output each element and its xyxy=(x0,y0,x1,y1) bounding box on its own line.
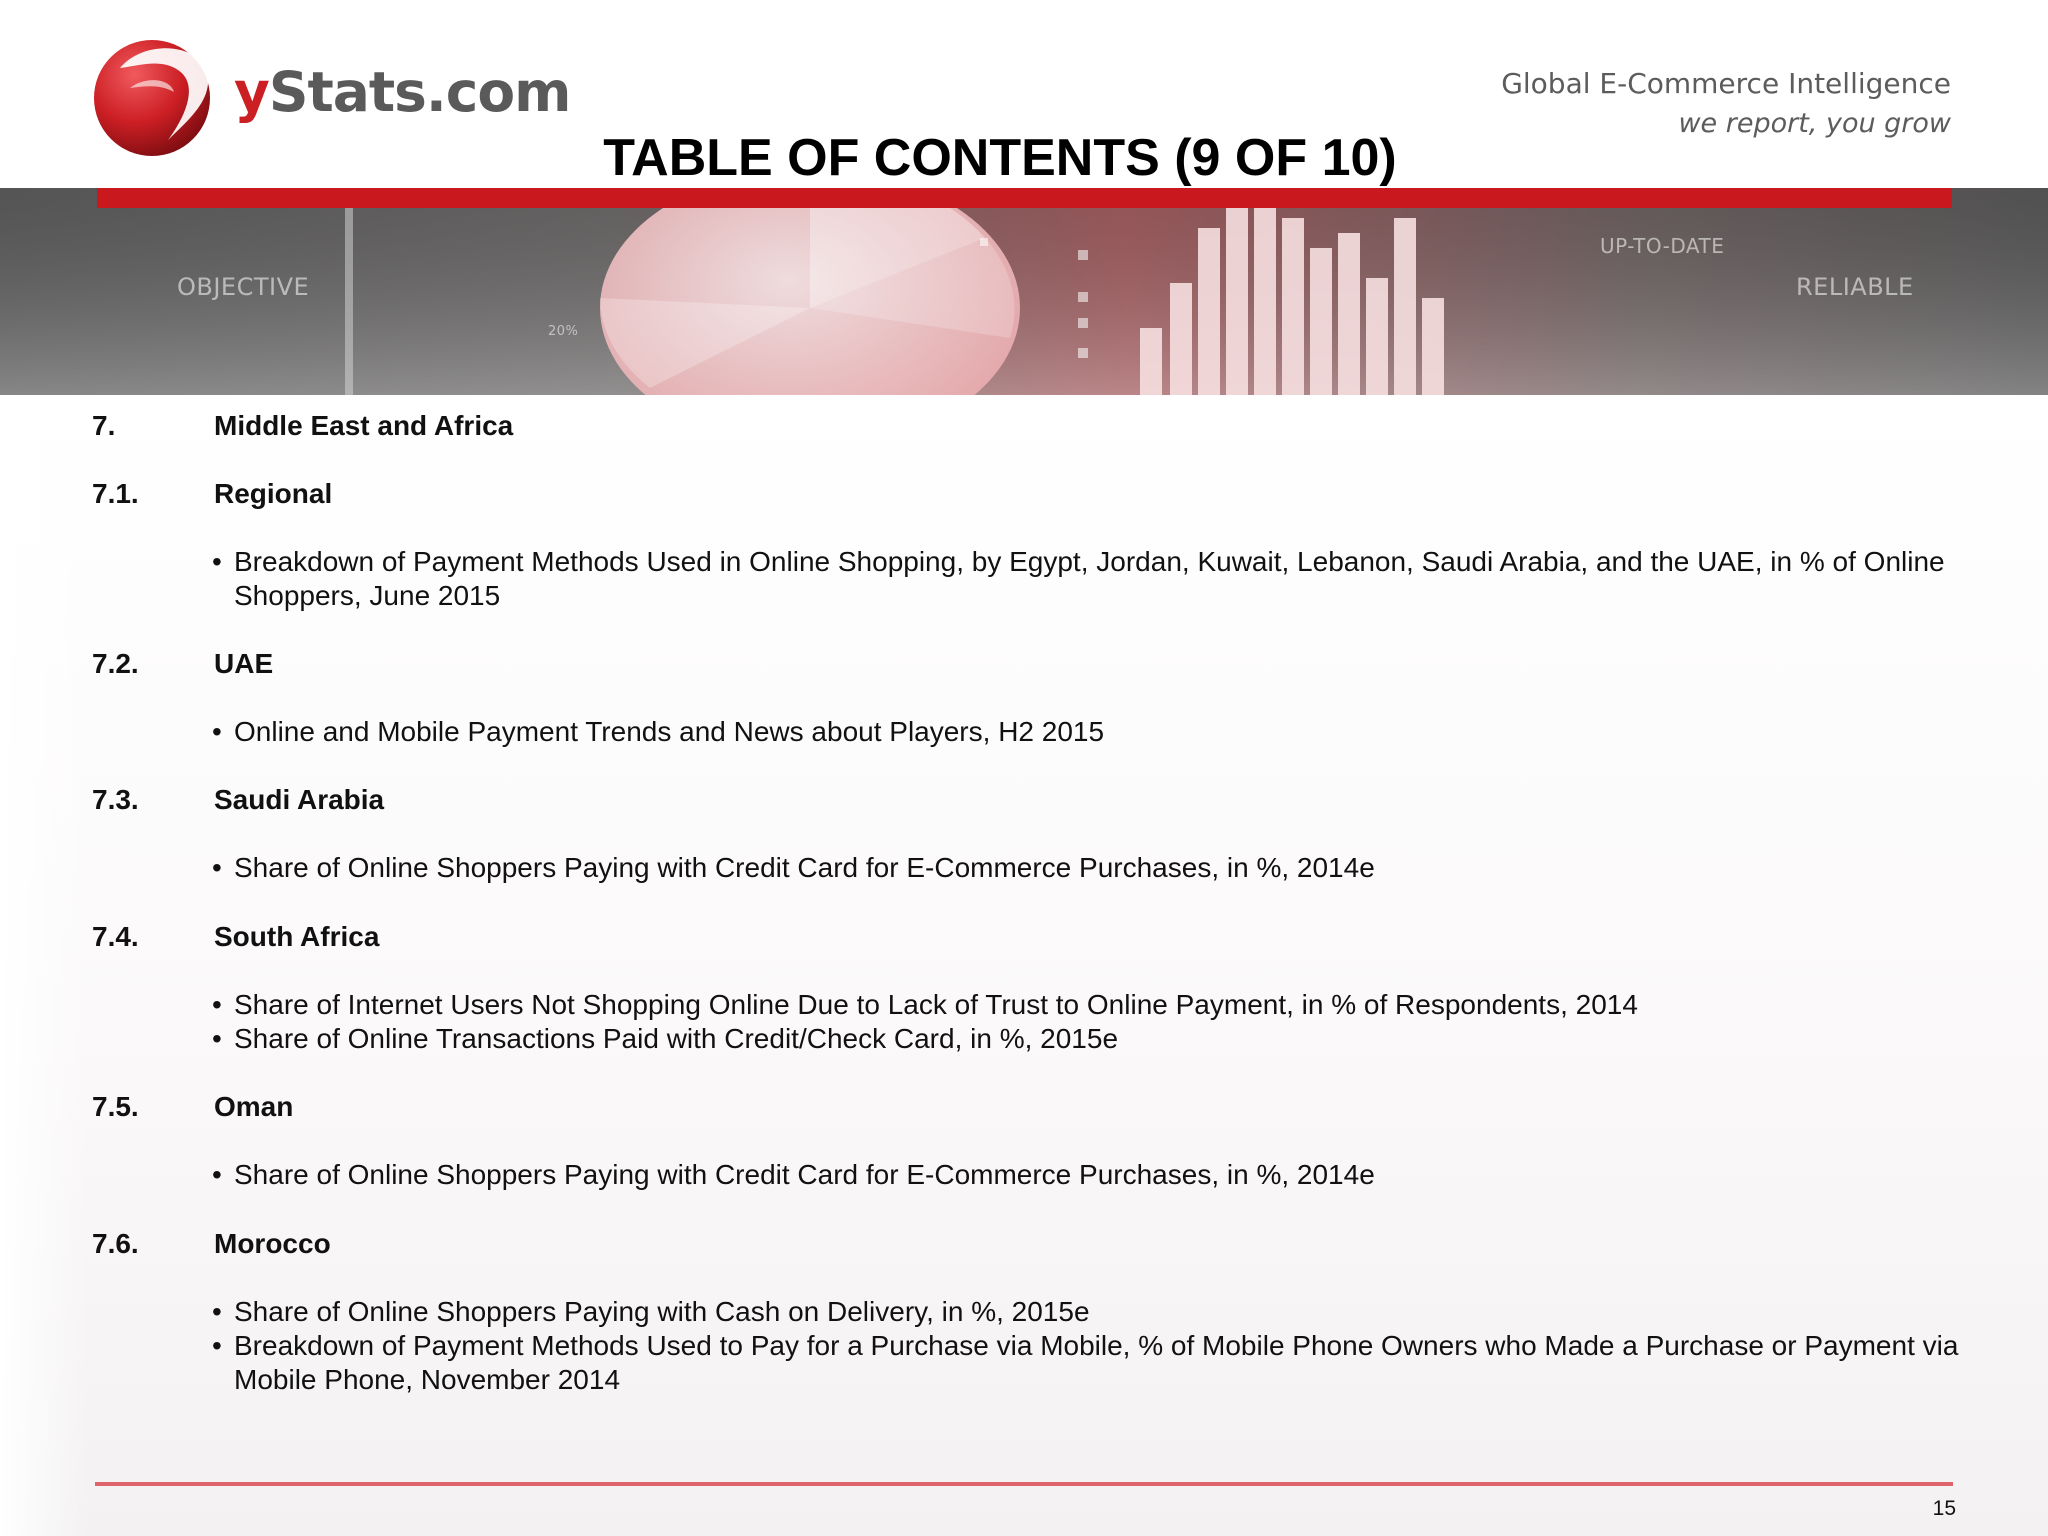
bullet-icon: • xyxy=(212,1330,222,1361)
page-title-text: TABLE OF CONTENTS (9 OF 10) xyxy=(603,129,1397,187)
bullet-icon: • xyxy=(212,989,222,1020)
logo-wordmark xyxy=(234,60,571,124)
toc-section-number: 7. xyxy=(92,410,116,441)
toc-section-title: Morocco xyxy=(214,1228,331,1259)
toc-item-text: Share of Internet Users Not Shopping Online Due to Lack of Trust to Online Payment, in % of Respondents, 2014 xyxy=(234,989,1638,1020)
toc-section-title: South Africa xyxy=(214,921,380,952)
logo-text-rest: Stats.com xyxy=(268,60,571,124)
bullet-icon: • xyxy=(212,546,222,577)
toc-section-number: 7.4. xyxy=(92,921,139,952)
banner-word-reliable: RELIABLE xyxy=(1796,273,1914,301)
page-title xyxy=(0,128,2048,188)
bullet-icon: • xyxy=(212,1023,222,1054)
toc-section-number: 7.2. xyxy=(92,648,139,679)
toc-section-number: 7.1. xyxy=(92,478,139,509)
toc-item-text: Breakdown of Payment Methods Used to Pay for a Purchase via Mobile, % of Mobile Phone Owners who Made a Purchase or Payment via Mobile Phone, November 2014 xyxy=(234,1330,1959,1395)
bullet-icon: • xyxy=(212,716,222,747)
page-number: 15 xyxy=(1932,1497,1956,1520)
toc-item-text: Share of Online Transactions Paid with Credit/Check Card, in %, 2015e xyxy=(234,1023,1119,1054)
banner-word-up-to-date: UP-TO-DATE xyxy=(1600,234,1725,258)
tagline-line-1: Global E-Commerce Intelligence xyxy=(1501,67,1951,100)
toc-item-text: Share of Online Shoppers Paying with Credit Card for E-Commerce Purchases, in %, 2014e xyxy=(234,852,1375,883)
banner-pie-graphic xyxy=(600,188,1020,395)
banner-chart-label: 20% xyxy=(548,324,579,339)
bullet-icon: • xyxy=(212,1159,222,1190)
toc-section-number: 7.6. xyxy=(92,1228,139,1259)
toc-section-title: Regional xyxy=(214,478,333,509)
header-red-bar xyxy=(97,188,1952,208)
toc-section-title: Middle East and Africa xyxy=(214,410,514,441)
footer-divider xyxy=(95,1482,1953,1486)
bullet-icon: • xyxy=(212,1296,222,1327)
toc-section-number: 7.3. xyxy=(92,784,139,815)
toc-section-title: Saudi Arabia xyxy=(214,784,385,815)
toc-section-title: Oman xyxy=(214,1091,294,1122)
banner-word-objective: OBJECTIVE xyxy=(177,273,310,301)
toc-item-text: Online and Mobile Payment Trends and News about Players, H2 2015 xyxy=(234,716,1105,747)
header-banner xyxy=(0,188,2048,395)
toc-item-text: Breakdown of Payment Methods Used in Online Shopping, by Egypt, Jordan, Kuwait, Lebanon, Saudi Arabia, and the UAE, in % of Online Shoppers, June 2015 xyxy=(234,546,1945,611)
toc-section-number: 7.5. xyxy=(92,1091,139,1122)
logo-text-prefix: y xyxy=(234,60,269,124)
bullet-icon: • xyxy=(212,852,222,883)
toc-item-text: Share of Online Shoppers Paying with Credit Card for E-Commerce Purchases, in %, 2014e xyxy=(234,1159,1375,1190)
toc-section-title: UAE xyxy=(214,648,274,679)
tagline-line-2: we report, you grow xyxy=(1678,108,1951,139)
toc-item-text: Share of Online Shoppers Paying with Cash on Delivery, in %, 2015e xyxy=(234,1296,1090,1327)
